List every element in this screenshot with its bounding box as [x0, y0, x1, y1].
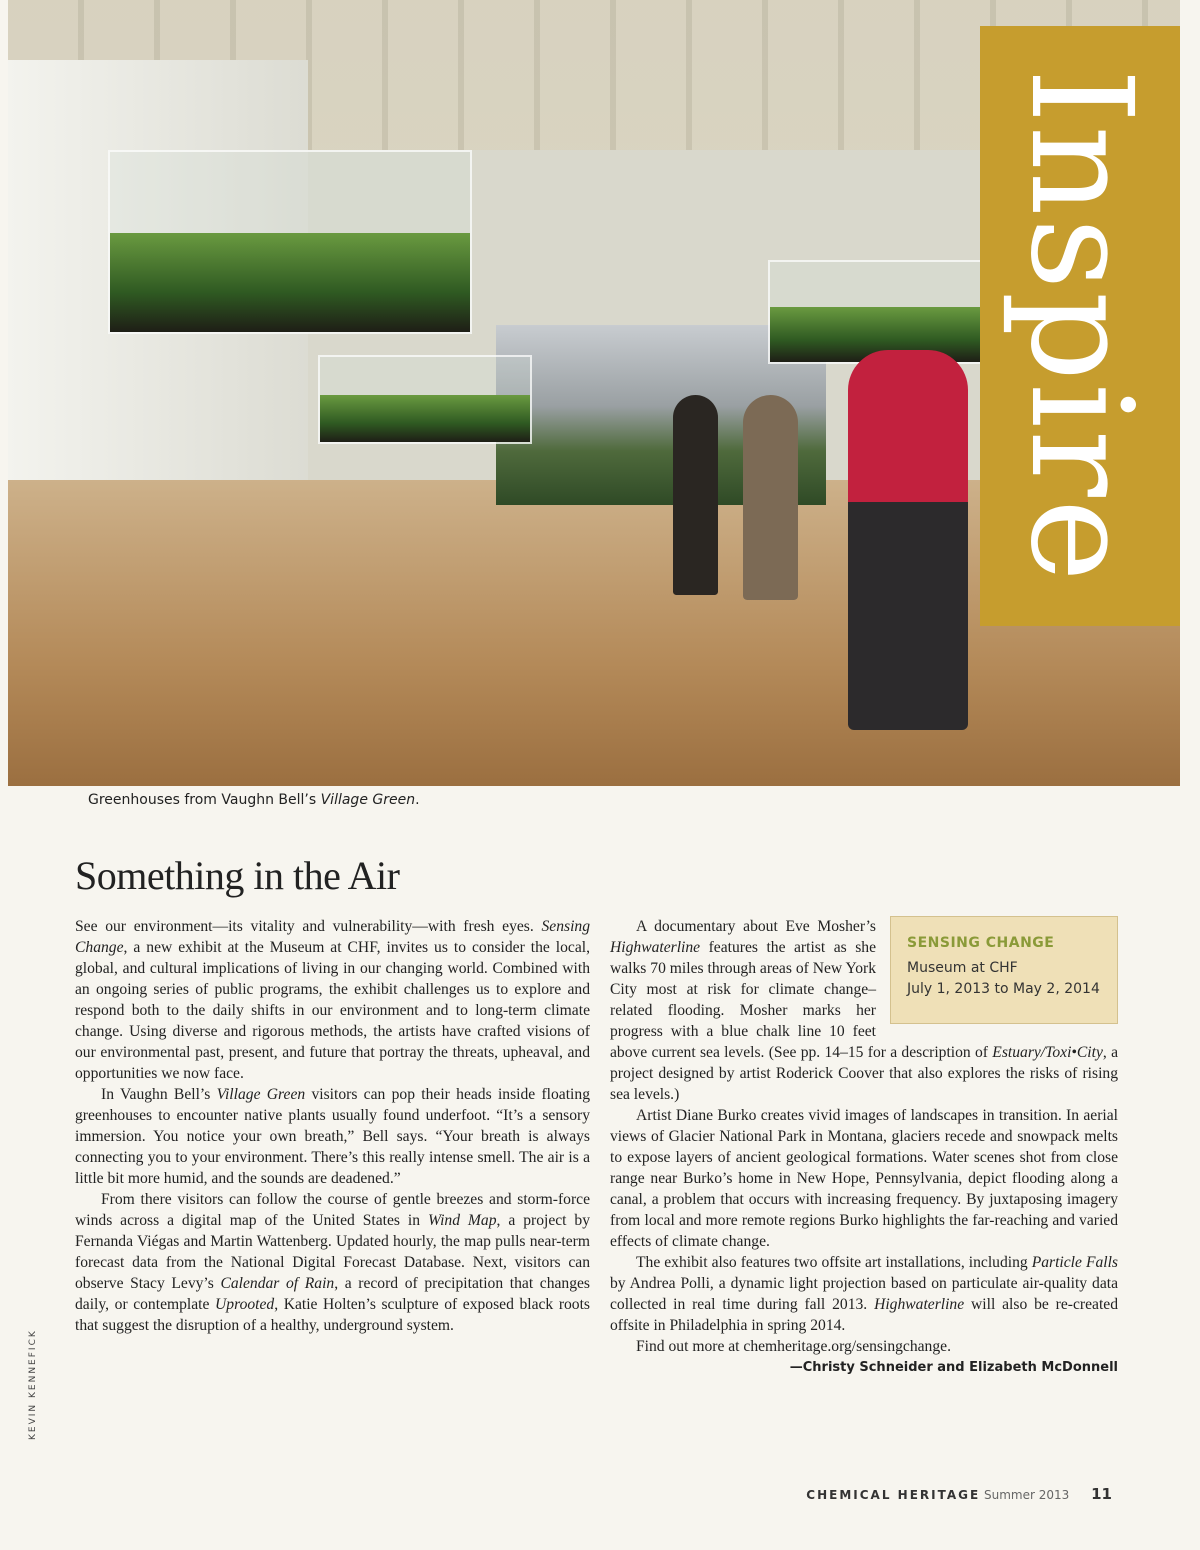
- article-column-2: [610, 916, 1118, 1378]
- article-byline: —Christy Schneider and Elizabeth McDonnell: [789, 1360, 1118, 1375]
- article-headline: Something in the Air: [75, 853, 400, 898]
- paragraph: Artist Diane Burko creates vivid images of landscapes in transition. In aerial views of Glacier National Park in Montana, glaciers recede and snowpack melts to expose layers of ancient geological formations. Water scenes shot from close range near Burko’s home in New Hope, Pennsylvania, depict flooding along a canal, a problem that occurs with increasing frequency. By juxtaposing imagery from local and more remote regions Burko highlights the far-reaching and varied effects of climate change.: [610, 1107, 1118, 1250]
- exhibit-dates: July 1, 2013 to May 2, 2014: [907, 981, 1100, 997]
- photo-caption: Greenhouses from Vaughn Bell’s Village Green.: [88, 792, 420, 808]
- paragraph: See our environment—its vitality and vulnerability—with fresh eyes. Sensing Change, a new exhibit at the Museum at CHF, invites us to consider the local, global, and cultural implications of living in our changing world. Combined with an ongoing series of public programs, the exhibit challenges us to explore and respond both to the daily shifts in our environment and to long-term climate change. Using diverse and rigorous methods, the artists have crafted visions of our environmental past, present, and future that portray the threats, upheaval, and opportunities we now face.: [75, 918, 590, 1082]
- paragraph: A documentary about Eve Mosher’s Highwaterline features the artist as she walks 70 miles through areas of New York City most at risk for climate change–related flooding. Mosher marks her progress with a blue chalk line 10 feet above current sea levels. (See pp. 14–15 for a description of Estuary/Toxi•City, a project designed by artist Roderick Coover that also explores the risks of rising sea levels.): [610, 918, 1118, 1103]
- greenhouse-small: [318, 355, 532, 444]
- paragraph: From there visitors can follow the course of gentle breezes and storm-force winds across a digital map of the United States in Wind Map, a project by Fernanda Viégas and Martin Wattenberg. Updated hourly, the map pulls near-term forecast data from the National Digital Forecast Database. Next, visitors can observe Stacy Levy’s Calendar of Rain, a record of precipitation that changes daily, or contemplate Uprooted, Katie Holten’s sculpture of exposed black roots that suggest the disruption of a healthy, underground system.: [75, 1191, 591, 1334]
- exhibit-venue: Museum at CHF: [907, 960, 1018, 976]
- page-number: 11: [1091, 1485, 1112, 1503]
- visitor-figure: [743, 395, 798, 600]
- paragraph-link: Find out more at chemheritage.org/sensingchange.: [636, 1338, 951, 1355]
- magazine-name: CHEMICAL HERITAGE: [806, 1488, 981, 1502]
- paragraph: In Vaughn Bell’s Village Green visitors can pop their heads inside floating greenhouses to encounter native plants usually found underfoot. “It’s a sensory immersion. You notice your own breath,” Bell says. “Your breath is always connecting you to your environment. There’s this really intense smell. The air is a little bit more humid, and the sounds are deadened.”: [75, 1086, 590, 1187]
- photo-credit: KEVIN KENNEFICK: [28, 1329, 38, 1440]
- issue-date: Summer 2013: [984, 1488, 1070, 1502]
- paragraph: The exhibit also features two offsite art installations, including Particle Falls by Andrea Polli, a dynamic light projection based on particulate air-quality data collected in real time during fall 2013. Highwaterline will also be re-created offsite in Philadelphia in spring 2014.: [610, 1254, 1119, 1334]
- exhibit-title: SENSING CHANGE: [907, 935, 1055, 951]
- exhibit-info-box: [890, 916, 1118, 1024]
- visitor-figure: [673, 395, 718, 595]
- article-column-1: [75, 916, 590, 1336]
- greenhouse-right: [768, 260, 997, 364]
- greenhouse-large: [108, 150, 472, 334]
- visitor-figure: [848, 350, 968, 730]
- page-footer: [806, 1485, 1112, 1503]
- section-label: Inspire: [999, 68, 1162, 584]
